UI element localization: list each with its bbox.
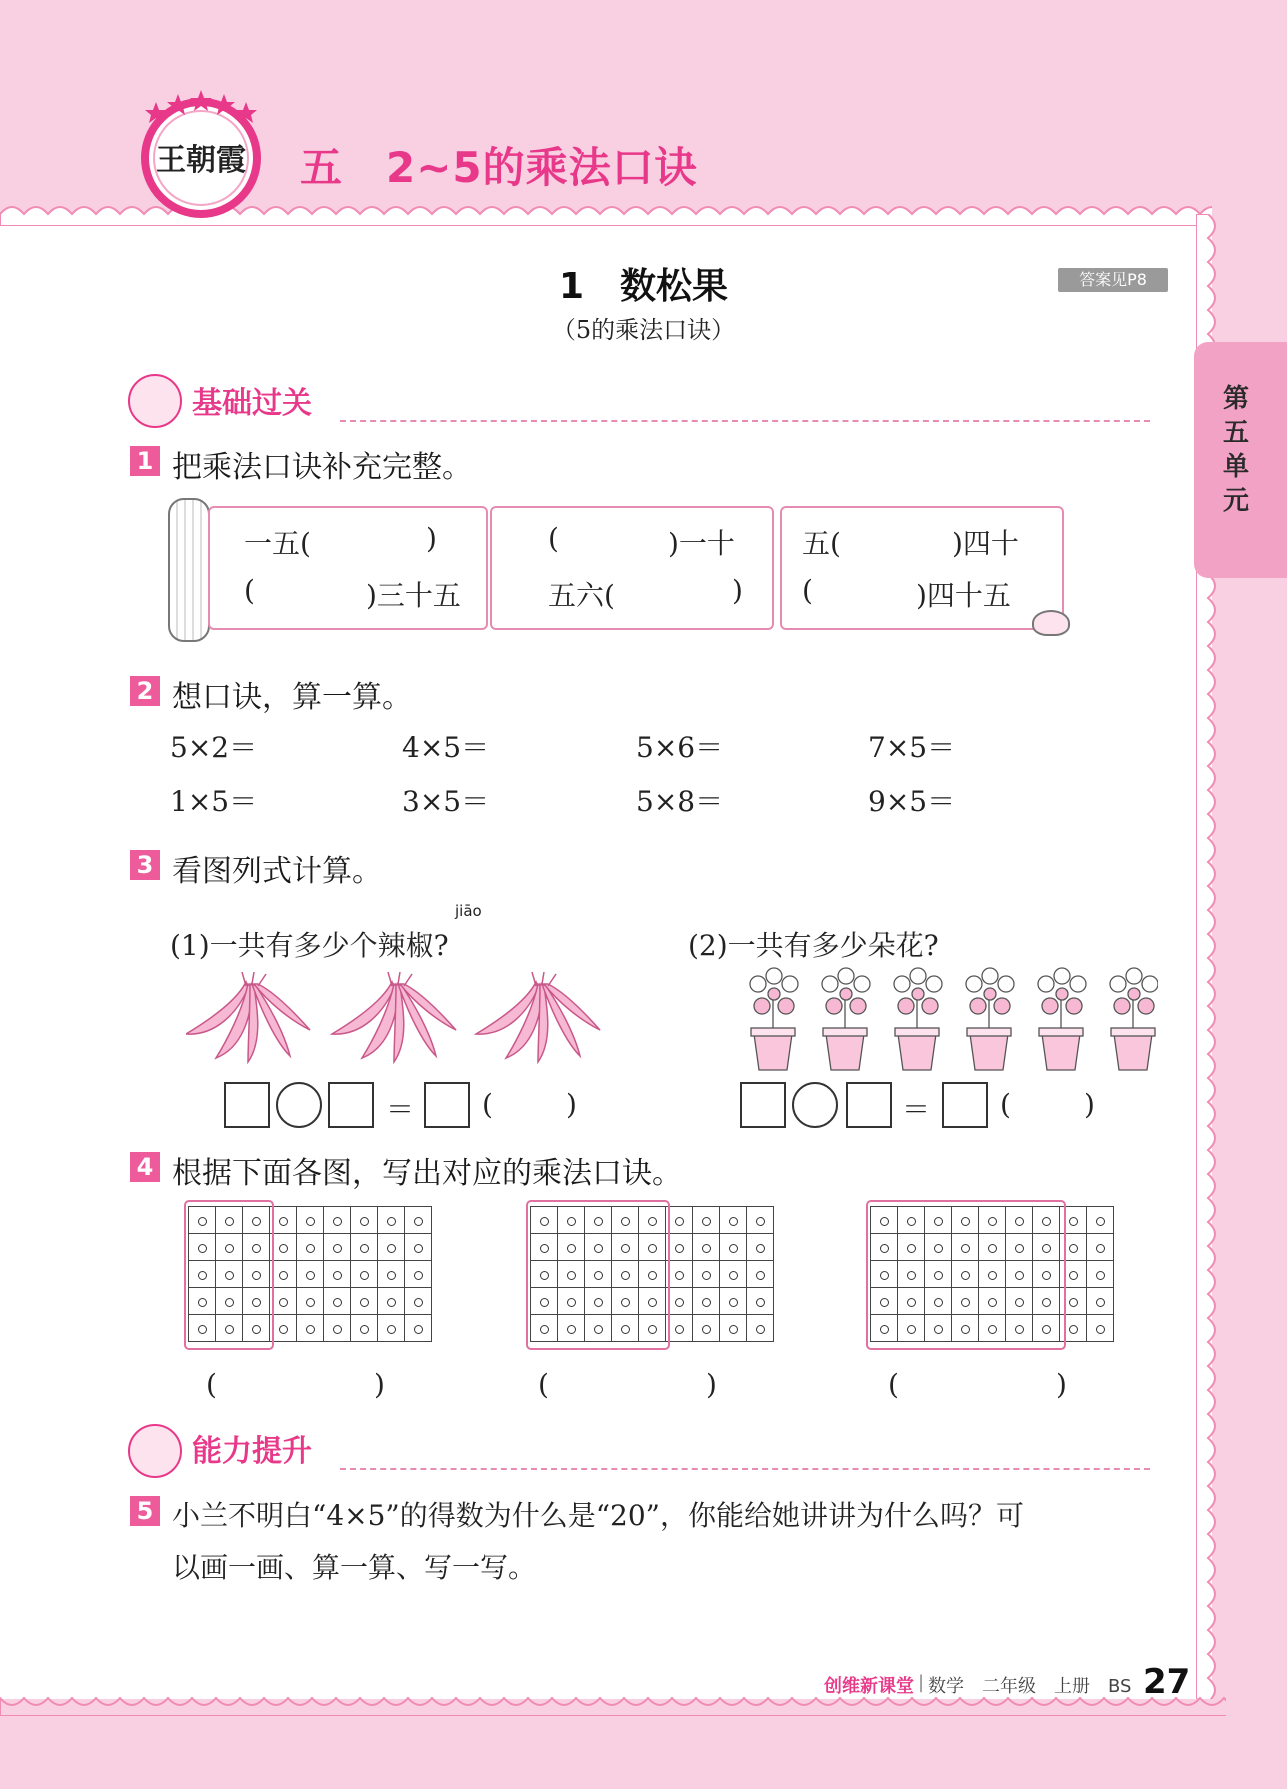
pinyin-annotation: jiāo xyxy=(455,902,482,920)
answer-paren-close: ) xyxy=(1056,1368,1067,1401)
blank-prefix: 一五( xyxy=(244,527,311,560)
unit-side-tab-label: 第五单元 xyxy=(1222,384,1249,516)
dot-icon xyxy=(333,1271,342,1280)
dot-icon xyxy=(1069,1298,1078,1307)
grid-cell xyxy=(693,1288,720,1315)
dot-icon xyxy=(279,1217,288,1226)
grid-cell xyxy=(1087,1288,1114,1315)
unit-title: 五 2~5的乘法口诀 xyxy=(300,143,698,192)
calc-item: 9×5＝ xyxy=(868,785,956,818)
section-divider xyxy=(340,1468,1150,1470)
dot-icon xyxy=(387,1244,396,1253)
operator-circle[interactable] xyxy=(792,1082,838,1128)
question-number: 2 xyxy=(130,676,160,706)
question-number: 1 xyxy=(130,446,160,476)
dot-icon xyxy=(279,1325,288,1334)
answer-reference-badge: 答案见P8 xyxy=(1058,268,1168,292)
grid-highlight xyxy=(866,1200,1066,1350)
subquestion-1: (1)一共有多少个辣椒? xyxy=(170,929,449,962)
dot-icon xyxy=(279,1244,288,1253)
unit-paren-open: ( xyxy=(1000,1088,1011,1121)
grid-cell xyxy=(324,1288,351,1315)
dot-icon xyxy=(729,1271,738,1280)
equals-sign: ＝ xyxy=(902,1093,931,1126)
dot-icon xyxy=(756,1298,765,1307)
dot-icon xyxy=(675,1271,684,1280)
dot-icon xyxy=(702,1298,711,1307)
blank-suffix: )三十五 xyxy=(366,579,461,612)
dot-icon xyxy=(387,1271,396,1280)
grid-cell xyxy=(405,1288,432,1315)
dot-icon xyxy=(756,1271,765,1280)
unit-paren-close: ) xyxy=(566,1088,577,1121)
blank-prefix: ( xyxy=(548,522,559,555)
answer-box[interactable] xyxy=(846,1082,892,1128)
footer-separator: | xyxy=(918,1672,925,1693)
dot-icon xyxy=(702,1325,711,1334)
grid-cell xyxy=(693,1234,720,1261)
lesson-subtitle: （5的乘法口诀） xyxy=(551,316,736,344)
blank-suffix: ) xyxy=(732,574,743,607)
grid-cell xyxy=(405,1207,432,1234)
question-number: 4 xyxy=(130,1152,160,1182)
answer-paren-open: ( xyxy=(888,1368,899,1401)
lesson-title: 1 数松果 xyxy=(558,266,729,307)
grid-cell xyxy=(747,1315,774,1342)
svg-text:王朝霞: 王朝霞 xyxy=(156,143,246,178)
grid-cell xyxy=(693,1315,720,1342)
grid-cell xyxy=(378,1207,405,1234)
question-text: 根据下面各图，写出对应的乘法口诀。 xyxy=(172,1156,682,1191)
calc-item: 1×5＝ xyxy=(170,785,258,818)
blank-prefix: 五( xyxy=(802,527,841,560)
dot-icon xyxy=(414,1271,423,1280)
unit-paren-close: ) xyxy=(1084,1088,1095,1121)
dot-icon xyxy=(360,1271,369,1280)
grid-cell xyxy=(1087,1234,1114,1261)
dot-icon xyxy=(387,1217,396,1226)
grid-cell xyxy=(297,1315,324,1342)
answer-box[interactable] xyxy=(224,1082,270,1128)
grid-cell xyxy=(297,1288,324,1315)
dot-icon xyxy=(1096,1271,1105,1280)
grid-cell xyxy=(351,1288,378,1315)
dot-icon xyxy=(702,1271,711,1280)
dot-icon xyxy=(333,1325,342,1334)
grid-cell xyxy=(693,1207,720,1234)
grid-cell xyxy=(720,1315,747,1342)
dot-icon xyxy=(387,1298,396,1307)
dot-icon xyxy=(1096,1325,1105,1334)
unit-side-tab[interactable] xyxy=(1194,342,1287,578)
blank-suffix: ) xyxy=(426,522,437,555)
dot-icon xyxy=(675,1298,684,1307)
unit-paren-open: ( xyxy=(482,1088,493,1121)
grid-cell xyxy=(324,1315,351,1342)
dot-icon xyxy=(333,1217,342,1226)
calc-item: 5×2＝ xyxy=(170,731,258,764)
dot-icon xyxy=(1096,1217,1105,1226)
grid-cell xyxy=(351,1315,378,1342)
grid-cell xyxy=(720,1234,747,1261)
dot-icon xyxy=(1069,1244,1078,1253)
grid-cell xyxy=(378,1261,405,1288)
grid-highlight xyxy=(184,1200,274,1350)
dot-icon xyxy=(306,1217,315,1226)
dot-icon xyxy=(414,1325,423,1334)
dot-icon xyxy=(1069,1271,1078,1280)
grid-cell xyxy=(351,1234,378,1261)
dot-icon xyxy=(729,1325,738,1334)
dot-icon xyxy=(360,1325,369,1334)
answer-paren-close: ) xyxy=(374,1368,385,1401)
mascot-avatar-icon xyxy=(128,374,182,428)
blank-suffix: )四十五 xyxy=(916,579,1011,612)
grid-cell xyxy=(747,1288,774,1315)
bun-icon xyxy=(1032,610,1070,636)
grid-cell xyxy=(405,1315,432,1342)
answer-paren-open: ( xyxy=(206,1368,217,1401)
dot-icon xyxy=(702,1217,711,1226)
publisher-logo xyxy=(136,88,266,218)
dot-icon xyxy=(279,1271,288,1280)
blank-prefix: 五六( xyxy=(548,579,615,612)
grid-cell xyxy=(720,1288,747,1315)
dot-icon xyxy=(729,1244,738,1253)
dot-icon xyxy=(279,1298,288,1307)
answer-box[interactable] xyxy=(328,1082,374,1128)
grid-cell xyxy=(747,1234,774,1261)
grid-cell xyxy=(1087,1261,1114,1288)
dot-icon xyxy=(306,1298,315,1307)
scroll-panel-1 xyxy=(208,506,488,630)
dot-icon xyxy=(675,1244,684,1253)
grid-cell xyxy=(720,1207,747,1234)
grid-cell xyxy=(747,1261,774,1288)
dot-icon xyxy=(387,1325,396,1334)
section-heading-advanced: 能力提升 xyxy=(192,1434,312,1469)
grid-cell xyxy=(1087,1315,1114,1342)
calc-item: 5×6＝ xyxy=(636,731,724,764)
calc-item: 7×5＝ xyxy=(868,731,956,764)
dot-icon xyxy=(306,1244,315,1253)
operator-circle[interactable] xyxy=(276,1082,322,1128)
dot-icon xyxy=(306,1325,315,1334)
grid-cell xyxy=(297,1234,324,1261)
question-number: 5 xyxy=(130,1496,160,1526)
scroll-roll-icon xyxy=(168,498,210,642)
dot-icon xyxy=(306,1271,315,1280)
chili-pepper-bunches-image xyxy=(186,972,606,1066)
question-text: 把乘法口诀补充完整。 xyxy=(172,450,472,485)
grid-cell xyxy=(324,1207,351,1234)
dot-icon xyxy=(675,1325,684,1334)
dot-icon xyxy=(729,1217,738,1226)
dot-icon xyxy=(414,1217,423,1226)
scroll-panel-3 xyxy=(780,506,1064,630)
dot-icon xyxy=(414,1298,423,1307)
answer-paren-close: ) xyxy=(706,1368,717,1401)
dot-icon xyxy=(414,1244,423,1253)
scroll-panel-2 xyxy=(490,506,774,630)
page-number: 27 xyxy=(1143,1662,1191,1702)
grid-cell xyxy=(324,1234,351,1261)
dot-icon xyxy=(1069,1217,1078,1226)
dot-icon xyxy=(1096,1244,1105,1253)
blank-prefix: ( xyxy=(802,574,813,607)
dot-icon xyxy=(702,1244,711,1253)
grid-highlight xyxy=(526,1200,670,1350)
question-text: 看图列式计算。 xyxy=(172,854,382,889)
dot-icon xyxy=(675,1217,684,1226)
grid-cell xyxy=(351,1207,378,1234)
dot-icon xyxy=(1069,1325,1078,1334)
dot-icon xyxy=(333,1298,342,1307)
dot-icon xyxy=(360,1244,369,1253)
section-divider xyxy=(340,420,1150,422)
answer-box[interactable] xyxy=(942,1082,988,1128)
answer-box[interactable] xyxy=(740,1082,786,1128)
grid-cell xyxy=(693,1261,720,1288)
footer-info: 数学 二年级 上册 BS xyxy=(928,1676,1132,1697)
answer-box[interactable] xyxy=(424,1082,470,1128)
grid-cell xyxy=(720,1261,747,1288)
blank-prefix: ( xyxy=(244,574,255,607)
calc-item: 5×8＝ xyxy=(636,785,724,818)
grid-cell xyxy=(378,1315,405,1342)
blank-suffix: )一十 xyxy=(668,527,735,560)
question-text: 想口诀，算一算。 xyxy=(172,680,412,715)
answer-paren-open: ( xyxy=(538,1368,549,1401)
grid-cell xyxy=(297,1207,324,1234)
grid-cell xyxy=(378,1288,405,1315)
blank-suffix: )四十 xyxy=(952,527,1019,560)
grid-cell xyxy=(351,1261,378,1288)
calc-item: 4×5＝ xyxy=(402,731,490,764)
dot-icon xyxy=(756,1217,765,1226)
dot-icon xyxy=(360,1298,369,1307)
grid-cell xyxy=(747,1207,774,1234)
flower-pots-image xyxy=(738,966,1158,1072)
dot-icon xyxy=(756,1325,765,1334)
grid-cell xyxy=(378,1234,405,1261)
dot-icon xyxy=(729,1298,738,1307)
equals-sign: ＝ xyxy=(386,1093,415,1126)
grid-cell xyxy=(297,1261,324,1288)
dot-icon xyxy=(360,1217,369,1226)
subquestion-2: (2)一共有多少朵花? xyxy=(688,929,939,962)
section-heading-basic: 基础过关 xyxy=(192,386,312,421)
dot-icon xyxy=(1096,1298,1105,1307)
grid-cell xyxy=(324,1261,351,1288)
dot-icon xyxy=(333,1244,342,1253)
dot-icon xyxy=(756,1244,765,1253)
grid-cell xyxy=(405,1261,432,1288)
mascot-avatar-icon xyxy=(128,1424,182,1478)
calc-item: 3×5＝ xyxy=(402,785,490,818)
question-text-line1: 小兰不明白“4×5”的得数为什么是“20”，你能给她讲讲为什么吗？可 xyxy=(172,1499,1024,1532)
footer-brand: 创维新课堂 xyxy=(824,1676,914,1697)
grid-cell xyxy=(405,1234,432,1261)
question-text-line2: 以画一画、算一算、写一写。 xyxy=(172,1551,537,1584)
question-number: 3 xyxy=(130,850,160,880)
grid-cell xyxy=(1087,1207,1114,1234)
